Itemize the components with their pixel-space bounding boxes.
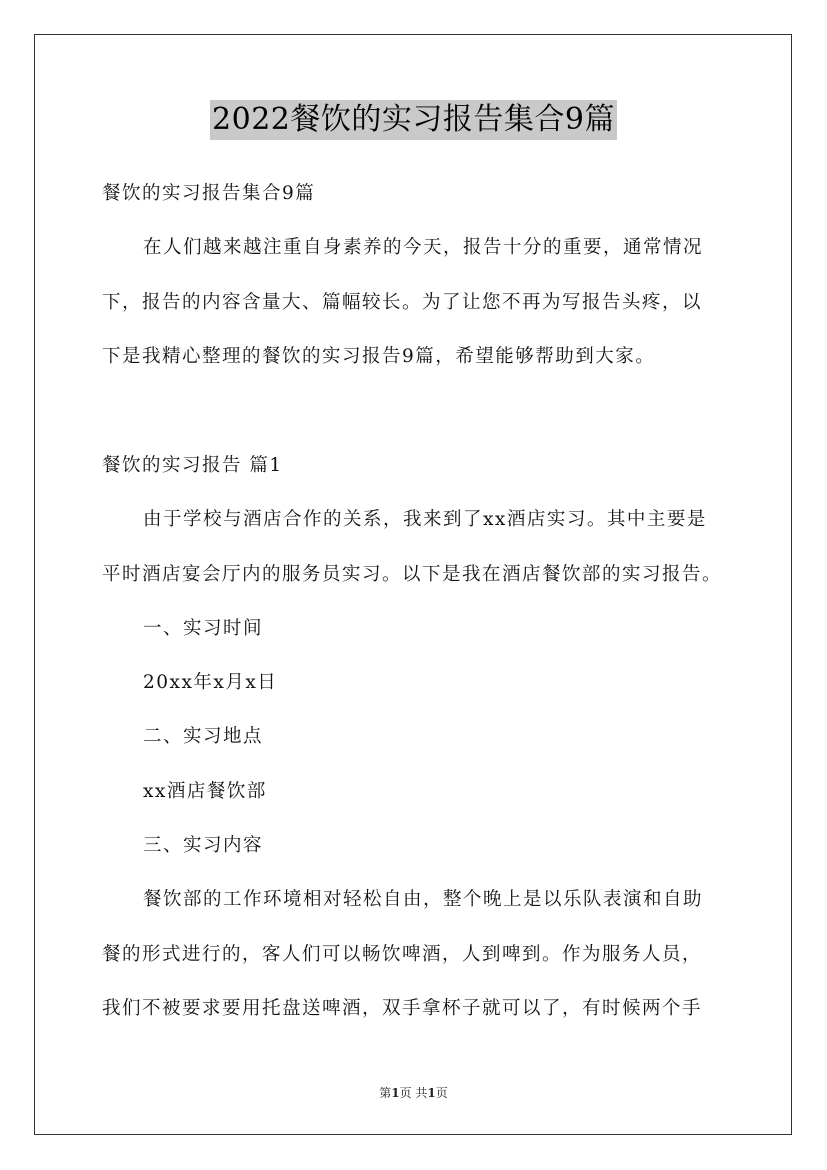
- footer-page-total: 1: [427, 1086, 436, 1100]
- footer-mid: 页 共: [399, 1086, 428, 1100]
- title-wrap: [0, 100, 827, 140]
- document-subtitle: 餐饮的实习报告集合9篇: [102, 183, 316, 204]
- item1-value: 20xx年x月x日: [143, 672, 278, 693]
- intro-line-1: 在人们越来越注重自身素养的今天，报告十分的重要，通常情况: [143, 237, 704, 258]
- item2-heading: 二、实习地点: [143, 726, 264, 747]
- item1-heading: 一、实习时间: [143, 618, 264, 639]
- footer-suffix: 页: [435, 1086, 448, 1100]
- section1-line-1: 由于学校与酒店合作的关系，我来到了xx酒店实习。其中主要是: [143, 509, 707, 530]
- footer-prefix: 第: [379, 1086, 392, 1100]
- footer-page-current: 1: [391, 1086, 400, 1100]
- document-title: 2022餐饮的实习报告集合9篇: [210, 100, 617, 140]
- item2-value: xx酒店餐饮部: [143, 781, 267, 802]
- intro-line-2: 下，报告的内容含量大、篇幅较长。为了让您不再为写报告头疼，以: [102, 292, 703, 313]
- content-line-3: 我们不被要求要用托盘送啤酒，双手拿杯子就可以了，有时候两个手: [102, 998, 703, 1019]
- content-line-1: 餐饮部的工作环境相对轻松自由，整个晚上是以乐队表演和自助: [143, 889, 704, 910]
- item3-heading: 三、实习内容: [143, 835, 264, 856]
- intro-line-3: 下是我精心整理的餐饮的实习报告9篇，希望能够帮助到大家。: [102, 346, 656, 367]
- section1-heading: 餐饮的实习报告 篇1: [102, 455, 283, 476]
- page-footer: [0, 1085, 827, 1101]
- content-line-2: 餐的形式进行的，客人们可以畅饮啤酒，人到啤到。作为服务人员，: [102, 944, 703, 965]
- section1-line-2: 平时酒店宴会厅内的服务员实习。以下是我在酒店餐饮部的实习报告。: [102, 564, 723, 585]
